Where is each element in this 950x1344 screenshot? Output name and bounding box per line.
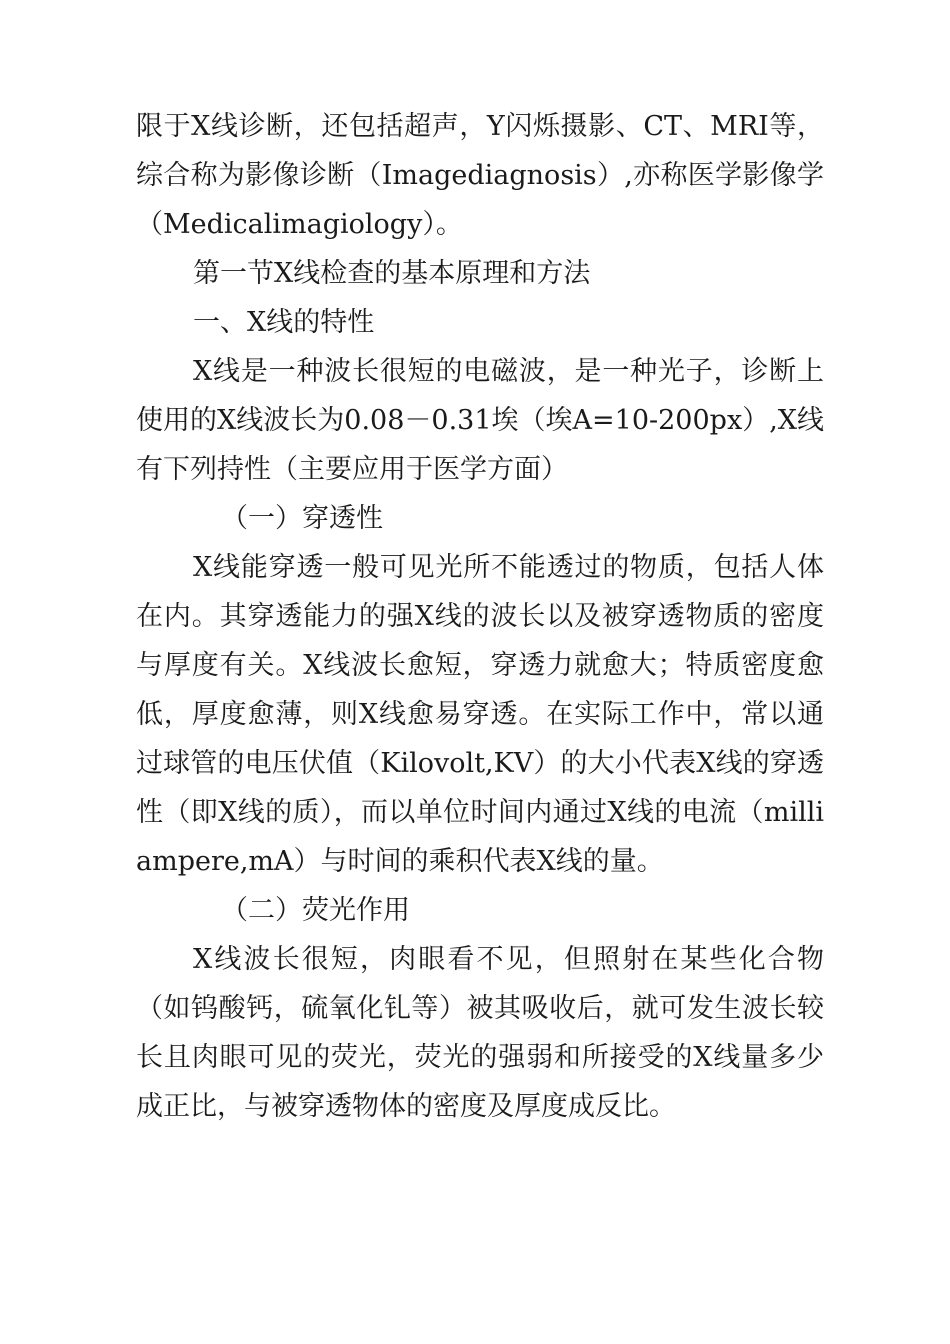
paragraph-xray-definition: X线是一种波长很短的电磁波，是一种光子，诊断上使用的X线波长为0.08－0.31埃（埃A=10-200px）,X线有下列持性（主要应用于医学方面） bbox=[136, 356, 824, 485]
subheading-fluorescence: （二）荧光作用 bbox=[221, 895, 410, 926]
document-body bbox=[136, 102, 824, 1131]
subheading-penetration: （一）穿透性 bbox=[221, 503, 383, 534]
paragraph-fluorescence: X线波长很短，肉眼看不见，但照射在某些化合物（如钨酸钙，硫氧化钆等）被其吸收后，就可发生波长较长且肉眼可见的荧光，荧光的强弱和所接受的X线量多少成正比，与被穿透物体的密度及厚度成反比。 bbox=[136, 944, 824, 1122]
paragraph-penetration: X线能穿透一般可见光所不能透过的物质，包括人体在内。其穿透能力的强X线的波长以及被穿透物质的密度与厚度有关。X线波长愈短，穿透力就愈大；特质密度愈低，厚度愈薄，则X线愈易穿透。在实际工作中，常以通过球管的电压伏值（Kilovolt,KV）的大小代表X线的穿透性（即X线的质），而以单位时间内通过X线的电流（milliampere,mA）与时间的乘积代表X线的量。 bbox=[136, 552, 824, 877]
paragraph-intro: 限于X线诊断，还包括超声，Y闪烁摄影、CT、MRI等，综合称为影像诊断（Imagediagnosis）,亦称医学影像学（Medicalimagiology）。 bbox=[136, 111, 824, 240]
subsection-heading: 一、X线的特性 bbox=[193, 307, 375, 338]
section-heading: 第一节X线检查的基本原理和方法 bbox=[193, 258, 591, 289]
